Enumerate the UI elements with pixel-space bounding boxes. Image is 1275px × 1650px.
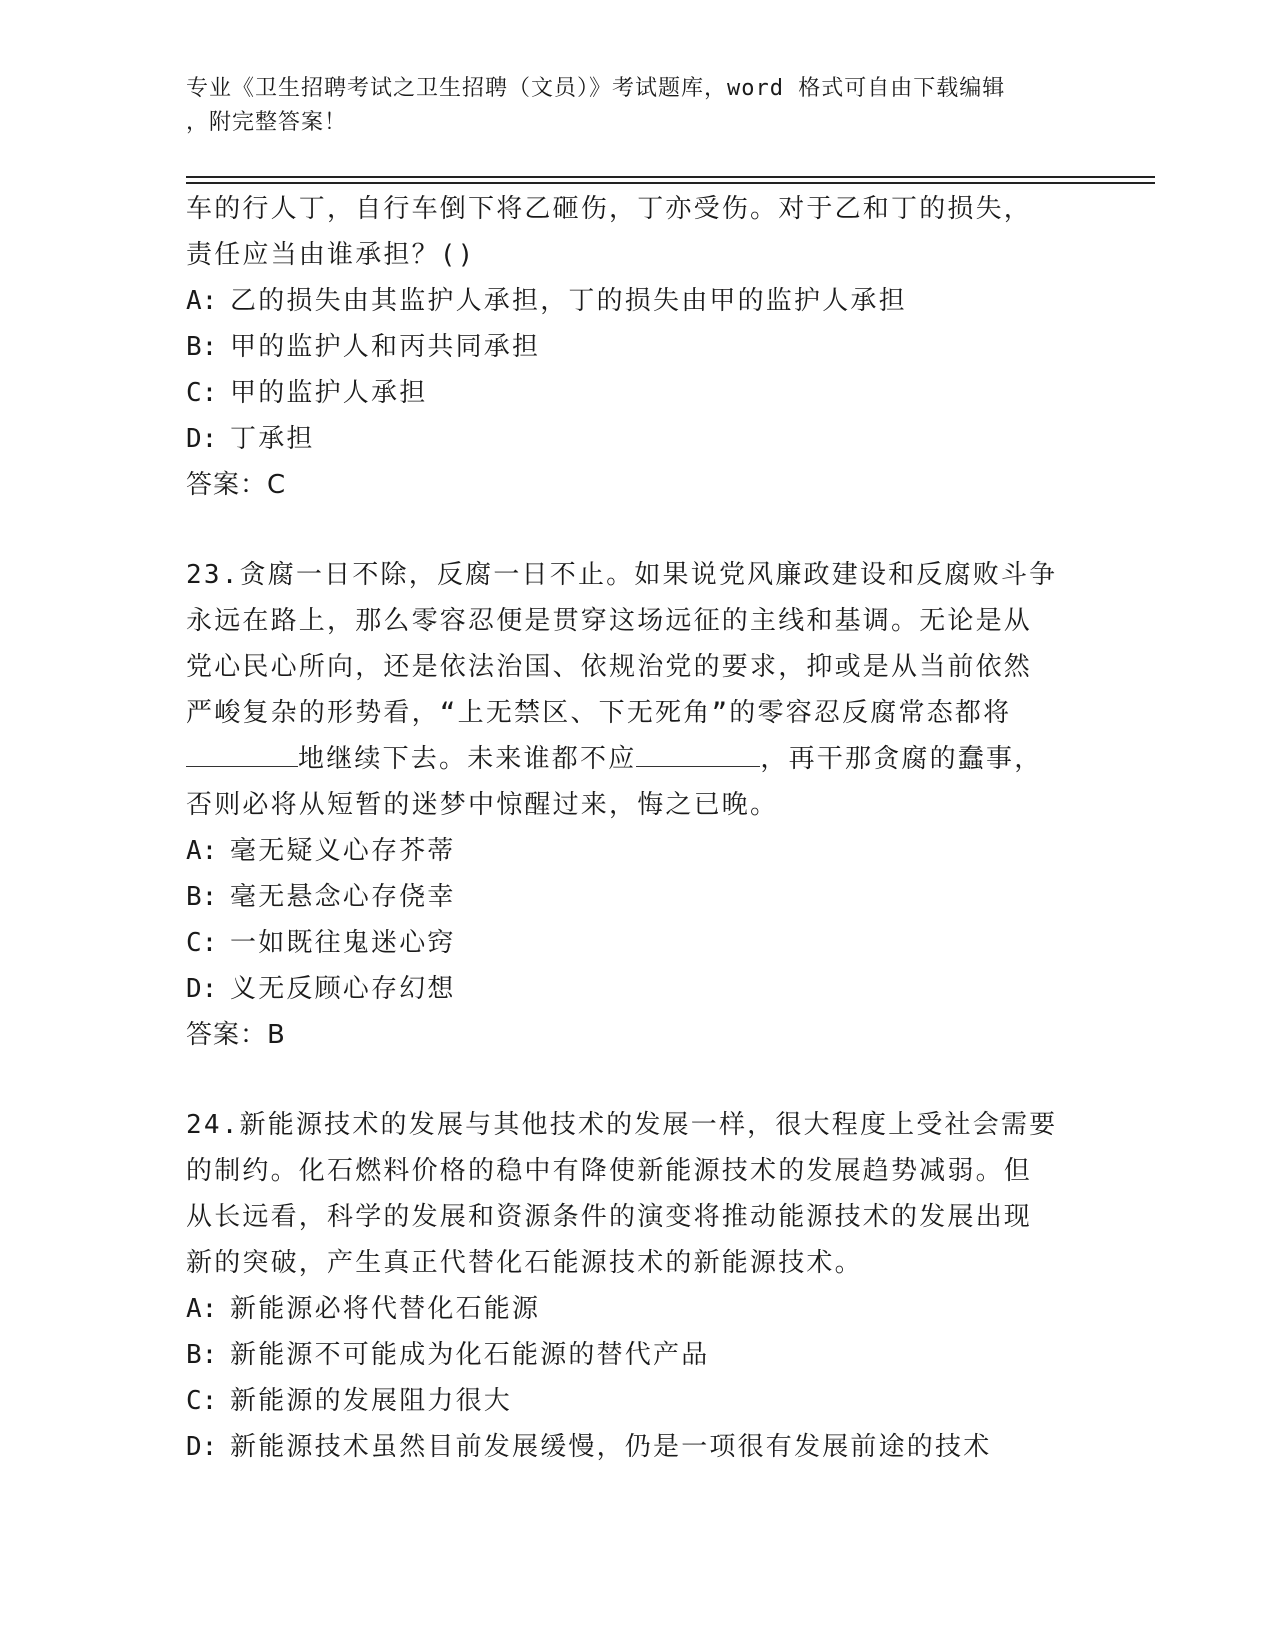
question-23 [186, 552, 1106, 1058]
option-a [186, 278, 1106, 324]
option-d [186, 1424, 1106, 1470]
option-label: D: [186, 424, 218, 454]
question-24 [186, 1102, 1106, 1470]
option-text: 甲的监护人承担 [230, 378, 428, 408]
option-c [186, 920, 1106, 966]
option-b [186, 874, 1106, 920]
option-text: 毫无疑义心存芥蒂 [230, 836, 456, 866]
fill-blank [636, 736, 760, 767]
question-stem-line [186, 736, 1106, 782]
option-text: 新能源必将代替化石能源 [230, 1294, 541, 1324]
option-text: 新能源的发展阻力很大 [230, 1386, 513, 1416]
page-header [186, 72, 1086, 140]
option-b [186, 324, 1106, 370]
option-label: A: [186, 286, 218, 316]
question-stem-line: 新的突破，产生真正代替化石能源技术的新能源技术。 [186, 1248, 863, 1278]
option-a [186, 1286, 1106, 1332]
option-label: C: [186, 928, 218, 958]
option-a [186, 828, 1106, 874]
question-stem-line: 否则必将从短暂的迷梦中惊醒过来，悔之已晚。 [186, 790, 779, 820]
option-text: 一如既往鬼迷心窍 [230, 928, 456, 958]
option-label: D: [186, 1432, 218, 1462]
option-label: A: [186, 1294, 218, 1324]
stem-segment: 地继续下去。未来谁都不应 [298, 744, 637, 774]
option-label: A: [186, 836, 218, 866]
option-label: D: [186, 974, 218, 1004]
fill-blank [186, 736, 298, 767]
question-22 [186, 186, 1106, 508]
header-rule-top [186, 176, 1155, 178]
answer-line: 答案：C [186, 470, 287, 500]
header-line-1: 专业《卫生招聘考试之卫生招聘（文员）》考试题库，word 格式可自由下载编辑 [186, 76, 1006, 101]
option-text: 毫无悬念心存侥幸 [230, 882, 456, 912]
question-stem-line: 责任应当由谁承担？() [186, 240, 476, 270]
option-label: B: [186, 1340, 218, 1370]
question-list [186, 186, 1106, 1470]
question-stem-line: 24.新能源技术的发展与其他技术的发展一样，很大程度上受社会需要 [186, 1110, 1058, 1140]
question-stem-line: 严峻复杂的形势看，“上无禁区、下无死角”的零容忍反腐常态都将 [186, 698, 1012, 728]
question-stem-line: 23.贪腐一日不除，反腐一日不止。如果说党风廉政建设和反腐败斗争 [186, 560, 1058, 590]
option-label: B: [186, 882, 218, 912]
question-stem-line: 的制约。化石燃料价格的稳中有降使新能源技术的发展趋势减弱。但 [186, 1156, 1033, 1186]
stem-segment: ，再干那贪腐的蠢事， [760, 744, 1043, 774]
answer-line: 答案：B [186, 1020, 286, 1050]
header-rule-bottom [186, 182, 1155, 184]
option-d [186, 416, 1106, 462]
question-stem-line: 从长远看，科学的发展和资源条件的演变将推动能源技术的发展出现 [186, 1202, 1033, 1232]
option-text: 新能源不可能成为化石能源的替代产品 [230, 1340, 710, 1370]
option-text: 甲的监护人和丙共同承担 [230, 332, 541, 362]
option-label: C: [186, 1386, 218, 1416]
option-label: C: [186, 378, 218, 408]
option-text: 新能源技术虽然目前发展缓慢，仍是一项很有发展前途的技术 [230, 1432, 992, 1462]
header-line-2: ，附完整答案！ [186, 110, 348, 135]
option-b [186, 1332, 1106, 1378]
option-text: 义无反顾心存幻想 [230, 974, 456, 1004]
option-c [186, 1378, 1106, 1424]
option-text: 乙的损失由其监护人承担，丁的损失由甲的监护人承担 [230, 286, 907, 316]
option-c [186, 370, 1106, 416]
option-d [186, 966, 1106, 1012]
question-stem-line: 车的行人丁，自行车倒下将乙砸伤，丁亦受伤。对于乙和丁的损失， [186, 194, 1033, 224]
option-text: 丁承担 [230, 424, 315, 454]
question-stem-line: 永远在路上，那么零容忍便是贯穿这场远征的主线和基调。无论是从 [186, 606, 1033, 636]
option-label: B: [186, 332, 218, 362]
question-stem-line: 党心民心所向，还是依法治国、依规治党的要求，抑或是从当前依然 [186, 652, 1033, 682]
